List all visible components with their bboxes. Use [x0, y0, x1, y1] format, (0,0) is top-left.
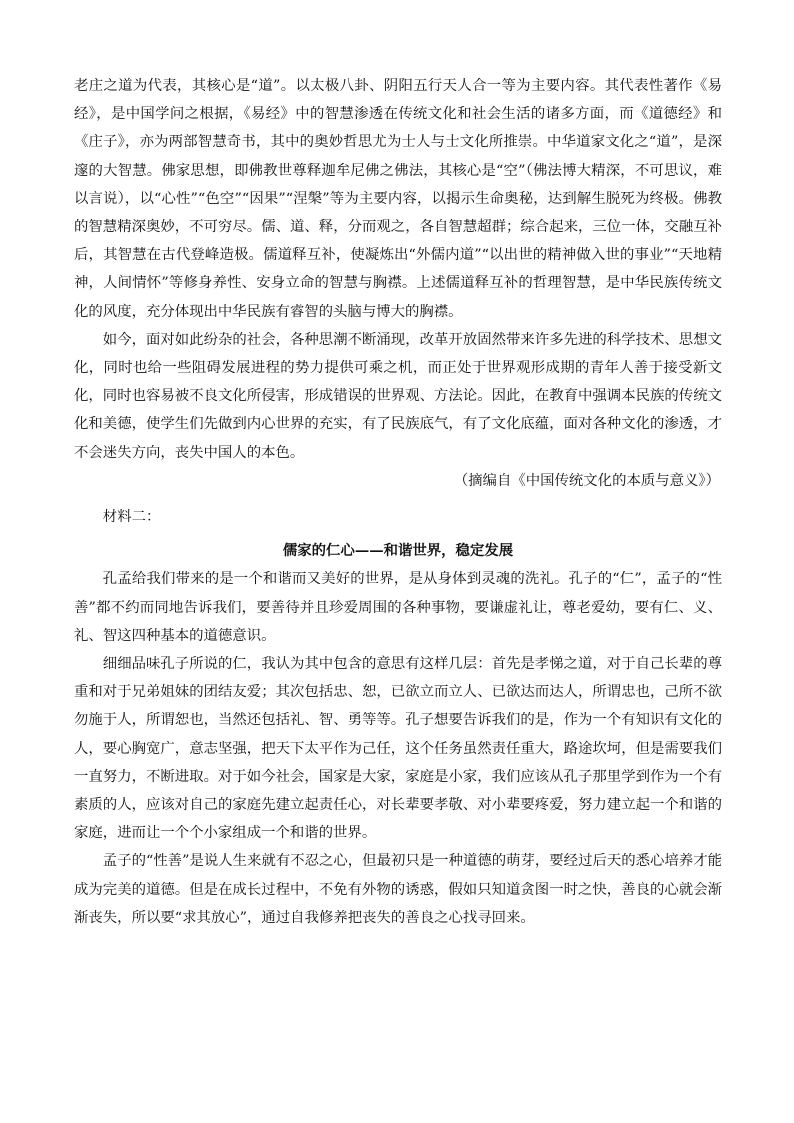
- material2-paragraph-3: 孟子的“性善”是说人生来就有不忍之心，但最初只是一种道德的萌芽，要经过后天的悉心培养才能成为完美的道德。但是在成长过程中，不免有外物的诱惑，假如只知道贪图一时之快，善良的心就会渐渐丧失，所以要“求其放心”，通过自我修养把丧失的善良之心找寻回来。: [74, 853, 722, 926]
- material2-heading: 儒家的仁心——和谐世界，稳定发展: [282, 542, 514, 560]
- material1-paragraph-1: 老庄之道为代表，其核心是“道”。以太极八卦、阴阳五行天人合一等为主要内容。其代表性著作《易经》，是中国学问之根据，《易经》中的智慧渗透在传统文化和社会生活的诸多方面，而《道德经》和《庄子》，亦为两部智慧奇书，其中的奥妙哲思尤为士人与士文化所推崇。中华道家文化之“道”，是深邃的大智慧。佛家思想，即佛教世尊释迦牟尼佛之佛法，其核心是“空”（佛法博大精深，不可思议，难以言说），以“心性”“色空”“因果”“涅槃”等为主要内容，以揭示生命奥秘，达到解生脱死为终极。佛教的智慧精深奥妙，不可穷尽。儒、道、释，分而观之，各自智慧超群；综合起来，三位一体，交融互补后，其智慧在古代登峰造极。儒道释互补，使凝炼出“外儒内道”“以出世的精神做入世的事业”“天地精神，人间情怀”等修身养性、安身立命的智慧与胸襟。上述儒道释互补的哲理智慧，是中华民族传统文化的风度，充分体现出中华民族有睿智的头脑与博大的胸襟。: [74, 78, 722, 320]
- material1-source-citation: （摘编自《中国传统文化的本质与意义》）: [453, 472, 720, 489]
- material1-paragraph-2: 如今，面对如此纷杂的社会，各种思潮不断涌现，改革开放固然带来许多先进的科学技术、思想文化，同时也给一些阻碍发展进程的势力提供可乘之机，而正处于世界观形成期的青年人善于接受新文化，同时也容易被不良文化所侵害，形成错误的世界观、方法论。因此，在教育中强调本民族的传统文化和美德，使学生们先做到内心世界的充实，有了民族底气，有了文化底蕴，面对各种文化的渗透，才不会迷失方向，丧失中国人的本色。: [74, 331, 722, 461]
- material2-label: 材料二：: [102, 509, 161, 526]
- document-page: [74, 72, 722, 932]
- material2-paragraph-2: 细细品味孔子所说的仁，我认为其中包含的意思有这样几层：首先是孝悌之道，对于自己长辈的尊重和对于兄弟姐妹的团结友爱；其次包括忠、恕，已欲立而立人、已欲达而达人，所谓忠也，己所不欲勿施于人，所谓恕也，当然还包括礼、智、勇等等。孔子想要告诉我们的是，作为一个有知识有文化的人，要心胸宽广，意志坚强，把天下太平作为己任，这个任务虽然责任重大，路途坎坷，但是需要我们一直努力，不断进取。对于如今社会，国家是大家，家庭是小家，我们应该从孔子那里学到作为一个有素质的人，应该对自己的家庭先建立起责任心，对长辈要孝敬、对小辈要疼爱，努力建立起一个和谐的家庭，进而让一个个小家组成一个和谐的世界。: [74, 656, 722, 842]
- material2-paragraph-1: 孔孟给我们带来的是一个和谐而又美好的世界，是从身体到灵魂的洗礼。孔子的“仁”，孟子的“性善”都不约而同地告诉我们，要善待并且珍爱周围的各种事物，要谦虚礼让，尊老爱幼，要有仁、义、礼、智这四种基本的道德意识。: [74, 571, 722, 644]
